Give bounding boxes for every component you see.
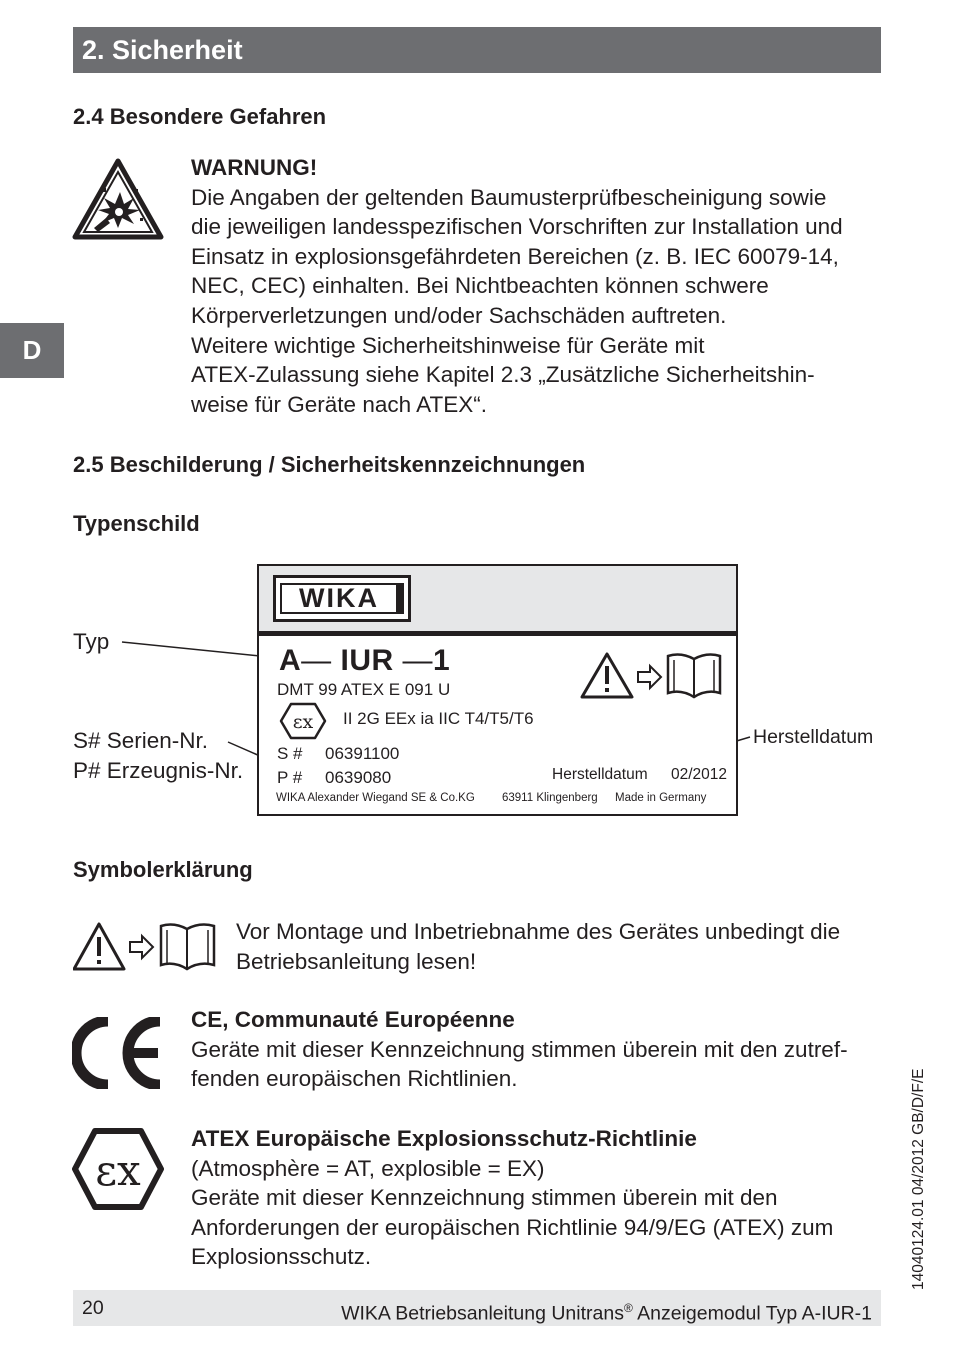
warning-text-line: weise für Geräte nach ATEX“. (191, 391, 487, 417)
warning-manual-icon (73, 921, 219, 973)
symbol-atex-text (191, 1124, 833, 1272)
type-plate (257, 564, 738, 816)
svg-text:εx: εx (292, 711, 314, 733)
symbol-ce-title: CE, Communauté Européenne (191, 1007, 515, 1032)
warning-text-line: Weitere wichtige Sicherheitshinweise für Geräte mit (191, 332, 705, 358)
chapter-title: 2. Sicherheit (82, 35, 243, 65)
symbol-ce-text (191, 1005, 848, 1094)
warning-text-line: Einsatz in explosionsgefährdeten Bereichen (z. B. IEC 60079-14, (191, 243, 839, 269)
symbol-text-line: Explosionsschutz. (191, 1244, 372, 1270)
plate-serial-label: S # (277, 744, 303, 763)
wika-logo-bar (398, 583, 404, 614)
wika-logo (273, 575, 411, 622)
page-footer (73, 1290, 881, 1326)
leader-line-typ (122, 642, 270, 657)
wika-logo-text: WIKA (280, 583, 398, 614)
plate-product-label: P # (277, 768, 303, 787)
plate-ex-icon (279, 702, 327, 740)
symbol-text-line: Betriebsanleitung lesen! (236, 948, 477, 974)
warning-text-line: Die Angaben der geltenden Baumusterprüfbescheinigung sowie (191, 184, 827, 210)
symbol-text-line: Geräte mit dieser Kennzeichnung stimmen überein mit den (191, 1185, 778, 1211)
callout-serial: S# Serien-Nr. (73, 728, 209, 753)
plate-type-suffix: 1 (433, 644, 451, 677)
warning-text-line: ATEX-Zulassung siehe Kapitel 2.3 „Zusätzliche Sicherheitshin- (191, 362, 815, 388)
plate-manufacturer: WIKA Alexander Wiegand SE & Co.KG (276, 792, 475, 804)
plate-origin: Made in Germany (615, 792, 707, 804)
symbols-heading: Symbolerklärung (73, 857, 253, 882)
plate-product-value: 0639080 (325, 768, 392, 787)
callout-date: Herstelldatum (753, 726, 874, 748)
plate-type-middle: IUR (340, 644, 394, 677)
callout-product: P# Erzeugnis-Nr. (73, 758, 244, 783)
language-tab: D (0, 323, 64, 378)
section-heading-2-5: 2.5 Beschilderung / Sicherheitskennzeichnungen (73, 452, 586, 477)
symbol-text-line: fenden europäischen Richtlinien. (191, 1066, 518, 1092)
footer-title-main: WIKA Betriebsanleitung Unitrans (341, 1302, 624, 1325)
symbol-text-line: Anforderungen der europäischen Richtlinie 94/9/EG (ATEX) zum (191, 1214, 834, 1240)
plate-date-label: Herstelldatum (552, 766, 648, 783)
footer-title-rest: Anzeigemodul Typ A-IUR-1 (632, 1302, 872, 1325)
ce-mark-icon (72, 1017, 166, 1089)
footer-title (341, 1290, 872, 1332)
type-plate-header (259, 566, 736, 636)
plate-type-prefix: A (279, 644, 302, 677)
symbol-text-line: (Atmosphère = AT, explosible = EX) (191, 1155, 545, 1181)
plate-serial-value: 06391100 (325, 744, 400, 763)
plate-type-code (279, 644, 450, 678)
plate-date-value: 02/2012 (671, 766, 728, 783)
plate-type-dash: — (301, 644, 332, 677)
svg-text:εx: εx (95, 1146, 141, 1195)
registered-mark: ® (623, 1301, 633, 1315)
section-heading-2-4: 2.4 Besondere Gefahren (73, 104, 327, 129)
plate-warning-manual-icon (580, 651, 726, 701)
warning-text-line: die jeweiligen landesspezifischen Vorschriften zur Installation und (191, 214, 843, 240)
plate-certificate: DMT 99 ATEX E 091 U (277, 680, 451, 699)
symbol-text-line: Vor Montage und Inbetriebnahme des Gerätes unbedingt die (236, 919, 841, 944)
typenschild-heading: Typenschild (73, 511, 200, 536)
atex-ex-icon (72, 1128, 164, 1210)
callout-typ: Typ (73, 629, 110, 654)
symbol-warning-manual-text (236, 917, 840, 976)
symbol-text-line: Geräte mit dieser Kennzeichnung stimmen überein mit den zutref- (191, 1036, 848, 1062)
plate-ex-marking: II 2G EEx ia IIC T4/T5/T6 (343, 709, 534, 728)
warning-text-line: Körperverletzungen und/oder Sachschäden auftreten. (191, 302, 727, 328)
page-number: 20 (82, 1297, 104, 1319)
document-number: 14040124.01 04/2012 GB/D/F/E (910, 1068, 927, 1290)
plate-address: 63911 Klingenberg (502, 792, 598, 804)
warning-text-line: NEC, CEC) einhalten. Bei Nichtbeachten können schwere (191, 273, 769, 299)
symbol-atex-title: ATEX Europäische Explosionsschutz-Richtlinie (191, 1126, 697, 1151)
plate-type-dash: — (402, 644, 434, 677)
warning-label: WARNUNG! (191, 155, 318, 180)
